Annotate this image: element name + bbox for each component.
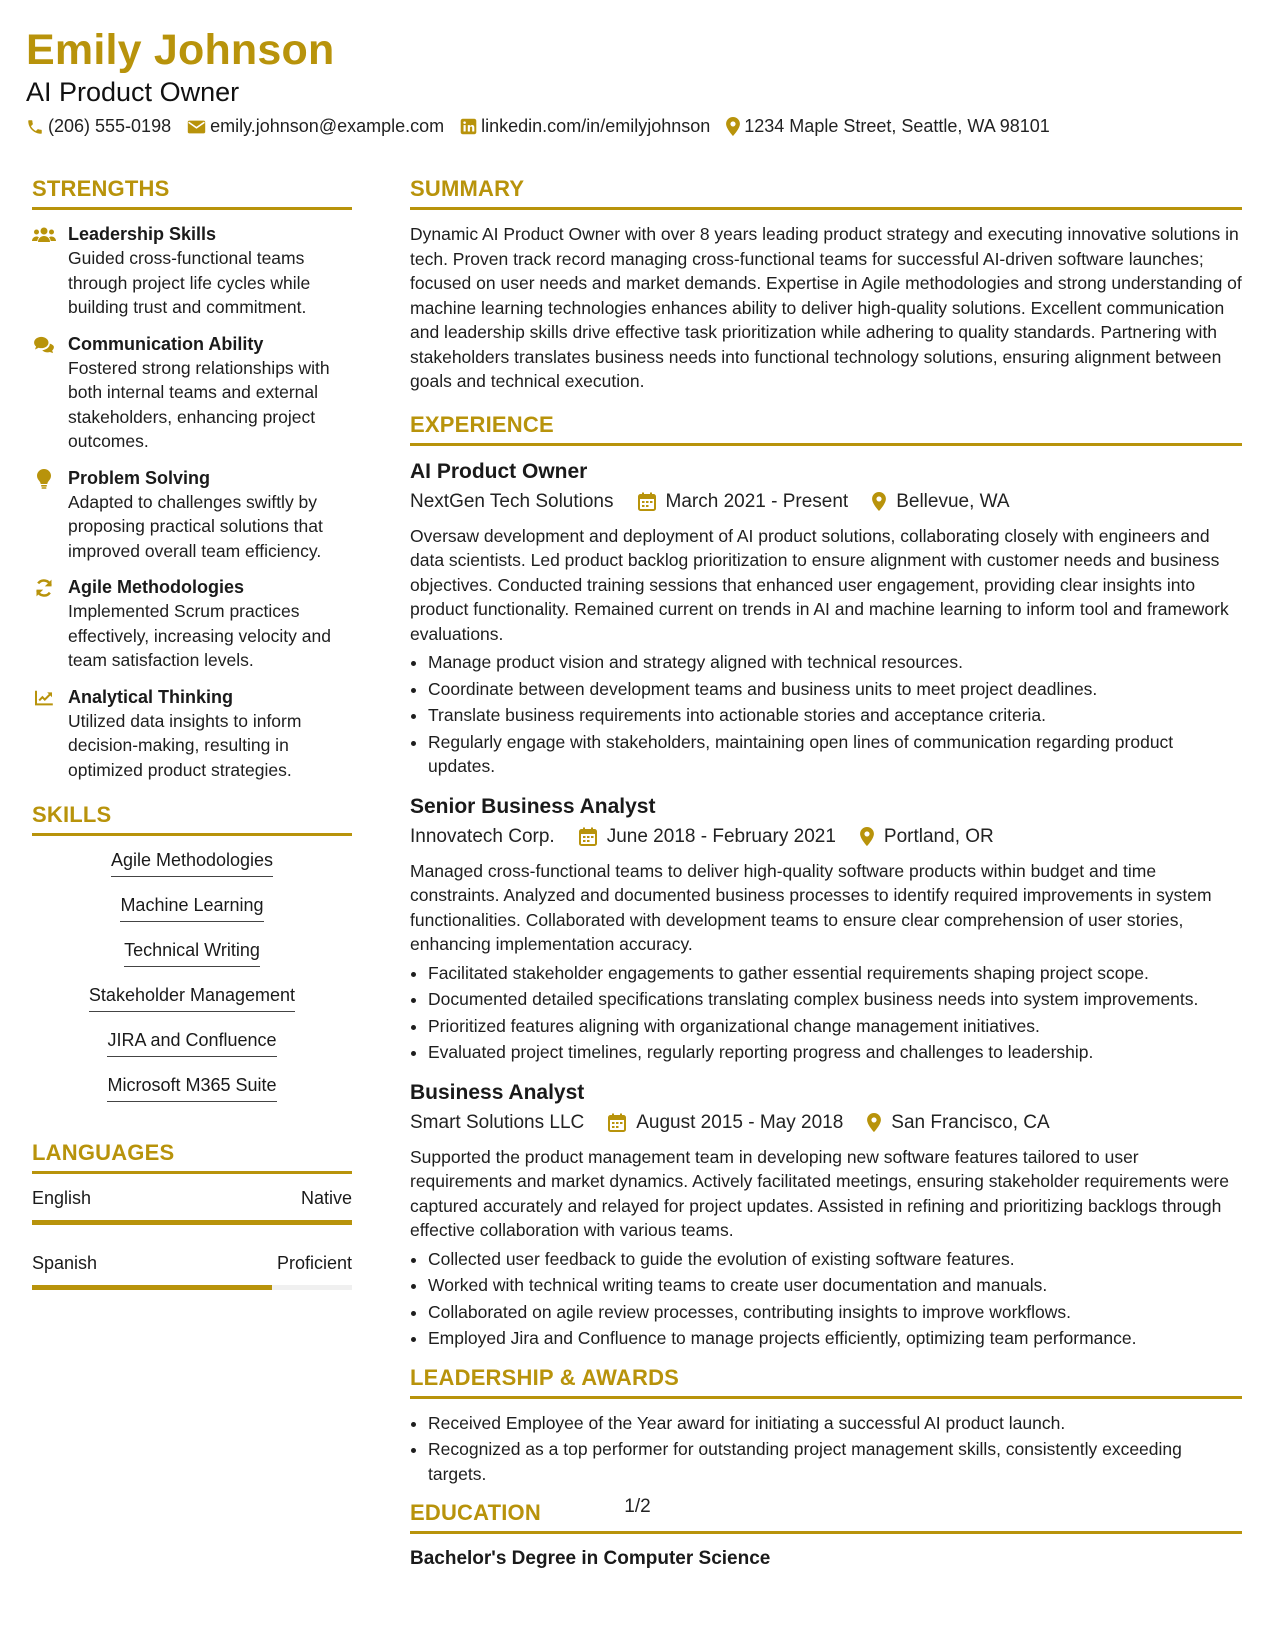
strengths-heading: STRENGTHS	[32, 176, 352, 210]
linkedin-icon	[460, 118, 477, 135]
language-proficiency-fill	[32, 1285, 272, 1290]
contact-address	[726, 116, 1050, 137]
language-proficiency-fill	[32, 1220, 352, 1225]
skill-tag: Microsoft M365 Suite	[107, 1073, 276, 1102]
contact-linkedin[interactable]	[460, 116, 710, 137]
strength-item	[32, 332, 352, 454]
job-dates: March 2021 - Present	[665, 490, 849, 512]
contact-bar	[26, 116, 1249, 137]
job-company: Smart Solutions LLC	[410, 1111, 585, 1133]
job-bullet: • Worked with technical writing teams to create user documentation and manuals.	[428, 1273, 1242, 1298]
strength-description: Adapted to challenges swiftly by proposing practical solutions that improved overall team efficiency.	[68, 491, 323, 561]
strength-item	[32, 222, 352, 320]
awards-heading: LEADERSHIP & AWARDS	[410, 1365, 1242, 1399]
job-entry	[410, 793, 1242, 1065]
language-item	[32, 1251, 352, 1290]
sync-icon	[32, 576, 56, 600]
strength-title: Leadership Skills	[68, 224, 217, 244]
summary-text: Dynamic AI Product Owner with over 8 years leading product strategy and executing innovative solutions in tech. Proven track record managing cross-functional teams for successful AI-driven software launches; focused on user needs and market demands. Expertise in Agile methodologies and strong understanding of machine learning technologies enhances ability to deliver high-quality solutions. Excellent communication and leadership skills drive effective task prioritization while adhering to quality standards. Partnering with stakeholders translates business needs into functional technology solutions, ensuring alignment between goals and technical execution.	[410, 224, 1242, 391]
strength-description: Fostered strong relationships with both internal teams and external stakeholders, enhancing project outcomes.	[68, 357, 330, 451]
map-pin-icon	[860, 827, 874, 846]
strength-title: Agile Methodologies	[68, 577, 245, 597]
job-bullet: • Translate business requirements into actionable stories and acceptance criteria.	[428, 703, 1242, 728]
summary-heading: SUMMARY	[410, 176, 1242, 210]
job-company: Innovatech Corp.	[410, 825, 555, 847]
job-title: AI Product Owner	[410, 459, 588, 483]
comments-icon	[32, 333, 56, 357]
phone-icon	[26, 118, 44, 136]
education-heading: EDUCATION	[410, 1500, 1242, 1534]
award-item: • Recognized as a top performer for outstanding project management skills, consistently exceeding targets.	[428, 1437, 1242, 1486]
job-dates: June 2018 - February 2021	[606, 825, 836, 847]
language-item	[32, 1186, 352, 1225]
job-bullet: • Manage product vision and strategy aligned with technical resources.	[428, 650, 1242, 675]
job-description: Managed cross-functional teams to deliver high-quality software products within budget and time constraints. Analyzed and documented business processes to identify required improvements in system functionalities. Collaborated with development teams to ensure clear comprehension of user stories, enhancing implementation accuracy.	[410, 860, 1212, 954]
languages-heading: LANGUAGES	[32, 1140, 352, 1174]
skills-list	[32, 848, 352, 1118]
education-degree: Bachelor's Degree in Computer Science	[410, 1548, 771, 1569]
resume-header	[26, 24, 1249, 137]
map-pin-icon	[726, 117, 740, 136]
language-proficiency-bar	[32, 1220, 352, 1225]
calendar-icon	[608, 1113, 626, 1132]
job-bullet: • Collaborated on agile review processes, contributing insights to improve workflows.	[428, 1300, 1242, 1325]
strength-description: Implemented Scrum practices effectively, increasing velocity and team satisfaction levels.	[68, 601, 331, 670]
job-location: Portland, OR	[883, 825, 994, 847]
skills-heading: SKILLS	[32, 802, 352, 836]
strength-item	[32, 575, 352, 673]
contact-linkedin-text[interactable]: linkedin.com/in/emilyjohnson	[481, 116, 711, 136]
awards-list	[410, 1411, 1242, 1487]
strength-title: Communication Ability	[68, 333, 264, 354]
skill-tag: Machine Learning	[120, 893, 263, 922]
calendar-icon	[579, 827, 597, 846]
job-dates: August 2015 - May 2018	[636, 1111, 844, 1133]
skill-tag: Stakeholder Management	[89, 983, 295, 1012]
skill-tag: Technical Writing	[124, 938, 260, 967]
language-proficiency-bar	[32, 1285, 352, 1290]
strength-item	[32, 685, 352, 783]
job-bullet: • Coordinate between development teams and business units to meet project deadlines.	[428, 677, 1242, 702]
job-bullet: • Prioritized features aligning with organizational change management initiatives.	[428, 1014, 1242, 1039]
job-title: Business Analyst	[410, 1080, 585, 1104]
left-column	[32, 176, 352, 1316]
job-bullets	[410, 650, 1242, 779]
skill-tag: Agile Methodologies	[111, 848, 273, 877]
strength-title: Problem Solving	[68, 467, 211, 488]
job-bullet: • Documented detailed specifications translating complex business needs into system improvements.	[428, 987, 1242, 1012]
envelope-icon	[187, 119, 206, 135]
lightbulb-icon	[32, 467, 56, 491]
job-entry	[410, 458, 1242, 779]
experience-heading: EXPERIENCE	[410, 412, 1242, 446]
language-level: Proficient	[276, 1253, 352, 1273]
job-bullets	[410, 961, 1242, 1065]
right-column	[410, 176, 1242, 1572]
job-bullet: • Collected user feedback to guide the evolution of existing software features.	[428, 1247, 1242, 1272]
job-bullet: • Regularly engage with stakeholders, maintaining open lines of communication regarding product updates.	[428, 730, 1242, 779]
job-title: Senior Business Analyst	[410, 794, 656, 818]
language-name: English	[32, 1188, 92, 1208]
skill-tag: JIRA and Confluence	[107, 1028, 276, 1057]
job-bullet: • Evaluated project timelines, regularly reporting progress and challenges to leadership.	[428, 1040, 1242, 1065]
job-description: Supported the product management team in developing new software features tailored to user requirements and market dynamics. Actively facilitated meetings, ensuring stakeholder requirements were captured accurately and relayed for project updates. Assisted in refining and prioritizing backlogs through effective collaboration with various teams.	[410, 1146, 1229, 1240]
job-meta	[410, 1109, 1242, 1137]
language-level: Native	[300, 1188, 352, 1208]
contact-address-text: 1234 Maple Street, Seattle, WA 98101	[744, 116, 1050, 136]
users-icon	[32, 223, 56, 247]
job-location: San Francisco, CA	[891, 1111, 1050, 1133]
strength-description: Guided cross-functional teams through project life cycles while building trust and commitment.	[68, 248, 311, 317]
calendar-icon	[638, 492, 656, 511]
candidate-name: Emily Johnson	[26, 26, 335, 74]
job-bullet: • Employed Jira and Confluence to manage projects efficiently, optimizing team performance.	[428, 1326, 1242, 1351]
candidate-title: AI Product Owner	[26, 77, 240, 107]
page-number: 1/2	[624, 1496, 651, 1517]
map-pin-icon	[867, 1113, 881, 1132]
job-description: Oversaw development and deployment of AI product solutions, collaborating closely with engineers and data scientists. Led product backlog prioritization to ensure alignment with customer needs and business objectives. Conducted training sessions that enhanced user engagement, providing clear insights into product functionality. Remained current on trends in AI and machine learning to inform tool and framework evaluations.	[410, 525, 1229, 644]
job-location: Bellevue, WA	[896, 490, 1010, 512]
language-name: Spanish	[32, 1253, 98, 1273]
award-item: • Received Employee of the Year award for initiating a successful AI product launch.	[428, 1411, 1242, 1436]
job-entry	[410, 1079, 1242, 1351]
contact-phone	[26, 116, 171, 137]
job-bullet: • Facilitated stakeholder engagements to gather essential requirements shaping project scope.	[428, 961, 1242, 986]
job-company: NextGen Tech Solutions	[410, 490, 614, 512]
strength-item	[32, 466, 352, 564]
strength-description: Utilized data insights to inform decision-making, resulting in optimized product strategies.	[68, 710, 302, 780]
strength-title: Analytical Thinking	[68, 686, 234, 707]
contact-email-text[interactable]: emily.johnson@example.com	[210, 116, 445, 136]
job-bullets	[410, 1247, 1242, 1351]
map-pin-icon	[872, 492, 886, 511]
job-meta	[410, 488, 1242, 516]
job-meta	[410, 823, 1242, 851]
chart-line-icon	[32, 686, 56, 710]
contact-phone-text: (206) 555-0198	[48, 116, 172, 136]
contact-email[interactable]	[187, 116, 444, 137]
